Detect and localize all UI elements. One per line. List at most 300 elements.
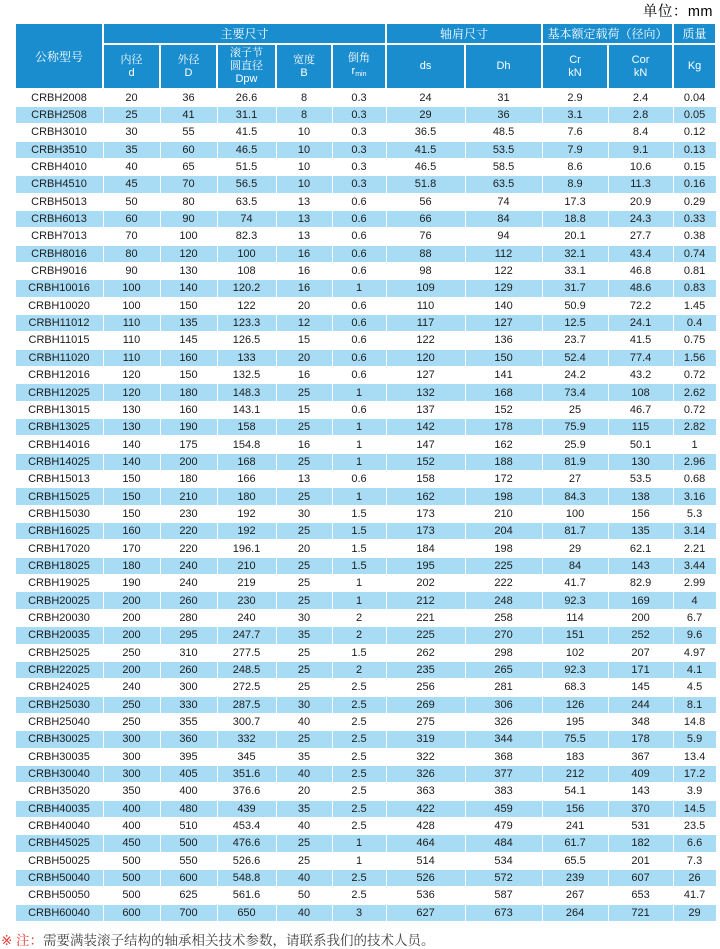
cell-value: 143: [608, 783, 673, 800]
table-row: [15, 627, 716, 644]
cell-value: 1: [332, 852, 386, 869]
cell-value: 306: [465, 696, 542, 713]
cell-value: 6.6: [673, 835, 716, 852]
cell-value: 267: [542, 887, 608, 904]
cell-value: 92.3: [542, 661, 608, 678]
cell-value: 345: [217, 748, 276, 765]
cell-value: 0.05: [673, 106, 716, 123]
cell-value: 2.5: [332, 800, 386, 817]
cell-value: 607: [608, 869, 673, 886]
cell-value: 84.3: [542, 488, 608, 505]
cell-value: 2.5: [332, 713, 386, 730]
cell-value: 117: [386, 314, 465, 331]
cell-value: 50: [103, 193, 160, 210]
cell-value: 10: [276, 176, 332, 193]
cell-value: 18.8: [542, 210, 608, 227]
cell-value: 0.6: [332, 471, 386, 488]
cell-model: CRBH13015: [15, 401, 103, 418]
cell-value: 210: [217, 557, 276, 574]
cell-value: 0.04: [673, 89, 716, 106]
table-row: [15, 783, 716, 800]
cell-value: 395: [160, 748, 217, 765]
table-row: [15, 401, 716, 418]
cell-value: 152: [386, 453, 465, 470]
cell-model: CRBH5013: [15, 193, 103, 210]
cell-value: 453.4: [217, 817, 276, 834]
cell-value: 20.1: [542, 228, 608, 245]
cell-value: 40: [276, 869, 332, 886]
cell-value: 252: [608, 627, 673, 644]
cor-unit: kN: [633, 66, 648, 79]
cell-value: 250: [103, 644, 160, 661]
cell-value: 122: [465, 262, 542, 279]
cell-value: 192: [217, 523, 276, 540]
cr-unit: kN: [568, 66, 582, 79]
cell-value: 108: [217, 262, 276, 279]
cell-value: 5.3: [673, 505, 716, 522]
cell-value: 20.9: [608, 193, 673, 210]
cell-value: 25: [276, 592, 332, 609]
cell-value: 127: [465, 314, 542, 331]
cell-value: 60: [160, 141, 217, 158]
cell-value: 0.3: [332, 106, 386, 123]
cell-value: 1: [332, 592, 386, 609]
cell-value: 29: [542, 540, 608, 557]
header-group-row: [15, 23, 716, 44]
cell-value: 17.3: [542, 193, 608, 210]
cell-value: 368: [465, 748, 542, 765]
cell-model: CRBH3510: [15, 141, 103, 158]
cell-value: 4.1: [673, 661, 716, 678]
cell-value: 73.4: [542, 384, 608, 401]
cell-value: 8.4: [608, 124, 673, 141]
cell-model: CRBH19025: [15, 575, 103, 592]
cor-symbol: Cor: [631, 53, 650, 66]
cell-model: CRBH10016: [15, 280, 103, 297]
cell-value: 120: [103, 384, 160, 401]
cell-value: 74: [465, 193, 542, 210]
cell-value: 46.8: [608, 262, 673, 279]
cell-value: 2.5: [332, 679, 386, 696]
cell-value: 40: [276, 904, 332, 921]
cell-value: 46.5: [217, 141, 276, 158]
cell-value: 84: [465, 210, 542, 227]
cell-value: 35: [276, 627, 332, 644]
cell-value: 20: [276, 297, 332, 314]
cell-model: CRBH7013: [15, 228, 103, 245]
cell-value: 0.6: [332, 349, 386, 366]
cell-model: CRBH20025: [15, 592, 103, 609]
cell-value: 56: [386, 193, 465, 210]
cell-value: 36: [160, 89, 217, 106]
cell-value: 0.6: [332, 332, 386, 349]
cell-value: 23.7: [542, 332, 608, 349]
table-row: [15, 713, 716, 730]
cell-value: 25: [542, 401, 608, 418]
cell-value: 0.72: [673, 401, 716, 418]
cell-model: CRBH25030: [15, 696, 103, 713]
cell-value: 1.5: [332, 505, 386, 522]
cell-value: 0.3: [332, 124, 386, 141]
table-row: [15, 262, 716, 279]
cell-value: 480: [160, 800, 217, 817]
cell-value: 212: [542, 765, 608, 782]
outer-symbol: D: [184, 66, 193, 79]
cell-value: 180: [217, 488, 276, 505]
cell-model: CRBH3010: [15, 124, 103, 141]
cell-value: 250: [103, 713, 160, 730]
cell-value: 1: [332, 436, 386, 453]
cell-model: CRBH15013: [15, 471, 103, 488]
cell-value: 25: [276, 419, 332, 436]
cell-value: 1: [332, 453, 386, 470]
cell-value: 270: [465, 627, 542, 644]
cell-value: 30: [276, 505, 332, 522]
cell-value: 326: [386, 765, 465, 782]
cell-value: 260: [160, 592, 217, 609]
cell-value: 130: [608, 453, 673, 470]
cell-value: 600: [160, 869, 217, 886]
table-row: [15, 314, 716, 331]
cell-value: 80: [160, 193, 217, 210]
bore-symbol: d: [128, 66, 135, 79]
pitch-label-line2: 圆直径: [230, 60, 263, 72]
cell-value: 94: [465, 228, 542, 245]
cell-value: 145: [608, 679, 673, 696]
cell-value: 8.9: [542, 176, 608, 193]
header-model: 公称型号: [15, 23, 103, 89]
cell-value: 225: [465, 557, 542, 574]
cell-value: 0.3: [332, 89, 386, 106]
table-row: [15, 800, 716, 817]
cell-value: 0.81: [673, 262, 716, 279]
cell-value: 20: [276, 540, 332, 557]
cell-value: 26: [673, 869, 716, 886]
cell-value: 154.8: [217, 436, 276, 453]
cell-value: 221: [386, 609, 465, 626]
cell-value: 152: [465, 401, 542, 418]
cell-value: 183: [542, 748, 608, 765]
cell-value: 130: [103, 401, 160, 418]
cell-value: 25: [276, 557, 332, 574]
cell-value: 6.7: [673, 609, 716, 626]
cell-value: 100: [103, 280, 160, 297]
cell-value: 300: [160, 679, 217, 696]
cell-value: 587: [465, 887, 542, 904]
cell-value: 326: [465, 713, 542, 730]
cell-value: 127: [386, 367, 465, 384]
cell-value: 219: [217, 575, 276, 592]
cell-value: 88: [386, 245, 465, 262]
cell-value: 355: [160, 713, 217, 730]
cell-value: 531: [608, 817, 673, 834]
cell-value: 180: [160, 384, 217, 401]
cell-value: 17.2: [673, 765, 716, 782]
cell-model: CRBH30035: [15, 748, 103, 765]
table-row: [15, 436, 716, 453]
cell-value: 383: [465, 783, 542, 800]
cell-value: 272.5: [217, 679, 276, 696]
cell-value: 500: [103, 887, 160, 904]
cell-model: CRBH9016: [15, 262, 103, 279]
cell-value: 120.2: [217, 280, 276, 297]
cell-value: 0.12: [673, 124, 716, 141]
header-sub-row: [15, 44, 716, 89]
cell-value: 90: [103, 262, 160, 279]
cell-value: 135: [160, 314, 217, 331]
cell-value: 14.8: [673, 713, 716, 730]
cell-value: 130: [160, 262, 217, 279]
cell-value: 2.5: [332, 817, 386, 834]
cell-value: 25: [276, 661, 332, 678]
cell-value: 98: [386, 262, 465, 279]
cell-value: 250: [103, 696, 160, 713]
cell-value: 13.4: [673, 748, 716, 765]
cell-value: 45: [103, 176, 160, 193]
cell-value: 459: [465, 800, 542, 817]
cell-value: 9.6: [673, 627, 716, 644]
cell-value: 122: [386, 332, 465, 349]
cell-value: 160: [160, 349, 217, 366]
cell-value: 13: [276, 193, 332, 210]
cell-value: 8: [276, 106, 332, 123]
pitch-symbol: Dpw: [235, 73, 258, 85]
cell-model: CRBH12025: [15, 384, 103, 401]
cell-value: 168: [465, 384, 542, 401]
cell-model: CRBH22025: [15, 661, 103, 678]
cell-value: 115: [608, 419, 673, 436]
cell-value: 84: [542, 557, 608, 574]
cell-value: 2.5: [332, 731, 386, 748]
cell-value: 53.5: [608, 471, 673, 488]
cell-value: 405: [160, 765, 217, 782]
cell-value: 133: [217, 349, 276, 366]
cell-value: 162: [386, 488, 465, 505]
cell-value: 41: [160, 106, 217, 123]
cell-value: 100: [217, 245, 276, 262]
cell-value: 240: [217, 609, 276, 626]
cell-model: CRBH40040: [15, 817, 103, 834]
cell-value: 54.1: [542, 783, 608, 800]
cell-value: 2: [332, 609, 386, 626]
footnote-text: 需要满装滚子结构的轴承相关技术参数，请联系我们的技术人员。: [43, 933, 435, 948]
cell-value: 132.5: [217, 367, 276, 384]
cell-value: 721: [608, 904, 673, 921]
cell-value: 572: [465, 869, 542, 886]
cell-value: 400: [160, 783, 217, 800]
cell-value: 240: [160, 575, 217, 592]
cell-value: 16: [276, 245, 332, 262]
cell-value: 230: [160, 505, 217, 522]
cell-value: 80: [103, 245, 160, 262]
cell-value: 11.3: [608, 176, 673, 193]
cell-value: 25: [276, 644, 332, 661]
header-chamfer: [332, 44, 386, 89]
cell-model: CRBH20035: [15, 627, 103, 644]
cell-value: 25: [276, 488, 332, 505]
header-shoulder-dims: 轴肩尺寸: [386, 23, 542, 44]
table-row: [15, 245, 716, 262]
cell-value: 210: [465, 505, 542, 522]
table-row: [15, 176, 716, 193]
table-row: [15, 609, 716, 626]
cell-value: 2: [332, 661, 386, 678]
cell-value: 300: [103, 765, 160, 782]
cell-model: CRBH12016: [15, 367, 103, 384]
cell-value: 2.8: [608, 106, 673, 123]
cell-value: 7.6: [542, 124, 608, 141]
cell-model: CRBH25040: [15, 713, 103, 730]
cell-value: 258: [465, 609, 542, 626]
cell-value: 20: [276, 783, 332, 800]
chamfer-symbol: r: [351, 65, 356, 77]
table-row: [15, 210, 716, 227]
cell-value: 130: [103, 419, 160, 436]
cell-value: 200: [103, 661, 160, 678]
cell-value: 41.5: [217, 124, 276, 141]
cell-value: 100: [160, 228, 217, 245]
cell-value: 129: [465, 280, 542, 297]
cell-value: 52.4: [542, 349, 608, 366]
cell-value: 36.5: [386, 124, 465, 141]
cell-value: 5.9: [673, 731, 716, 748]
cell-value: 0.6: [332, 228, 386, 245]
table-row: [15, 453, 716, 470]
bearing-spec-table: [14, 22, 717, 922]
cell-value: 40: [103, 158, 160, 175]
cell-value: 265: [465, 661, 542, 678]
cell-value: 135: [608, 523, 673, 540]
cell-value: 650: [217, 904, 276, 921]
cell-value: 1.5: [332, 557, 386, 574]
cell-value: 150: [465, 349, 542, 366]
cell-value: 75.9: [542, 419, 608, 436]
header-width: [276, 44, 332, 89]
cell-value: 108: [608, 384, 673, 401]
cell-value: 2.5: [332, 887, 386, 904]
unit-label: 单位：mm: [642, 4, 713, 20]
cell-value: 24.3: [608, 210, 673, 227]
cell-value: 178: [608, 731, 673, 748]
cell-model: CRBH18025: [15, 557, 103, 574]
cell-value: 550: [160, 852, 217, 869]
cell-model: CRBH16025: [15, 523, 103, 540]
cell-value: 16: [276, 367, 332, 384]
cell-value: 2.5: [332, 696, 386, 713]
table-header: [15, 23, 716, 89]
cell-value: 140: [465, 297, 542, 314]
cell-value: 182: [608, 835, 673, 852]
table-row: [15, 89, 716, 106]
cell-value: 2.82: [673, 419, 716, 436]
cell-model: CRBH60040: [15, 904, 103, 921]
cell-value: 109: [386, 280, 465, 297]
cell-value: 9.1: [608, 141, 673, 158]
cell-model: CRBH11020: [15, 349, 103, 366]
cell-value: 240: [103, 679, 160, 696]
cell-model: CRBH6013: [15, 210, 103, 227]
cell-value: 2.62: [673, 384, 716, 401]
cell-value: 46.5: [386, 158, 465, 175]
pitch-label-line1: 滚子节: [230, 47, 263, 59]
cell-value: 35: [103, 141, 160, 158]
cell-value: 3.14: [673, 523, 716, 540]
cell-value: 200: [103, 609, 160, 626]
table-row: [15, 575, 716, 592]
cell-value: 10.6: [608, 158, 673, 175]
cell-value: 3: [332, 904, 386, 921]
header-ds: ds: [386, 44, 465, 89]
cell-value: 48.5: [465, 124, 542, 141]
cell-value: 35: [276, 748, 332, 765]
cell-value: 12.5: [542, 314, 608, 331]
cell-value: 195: [386, 557, 465, 574]
cell-value: 29: [673, 904, 716, 921]
cell-value: 160: [160, 401, 217, 418]
outer-label: 外径: [177, 53, 200, 66]
table-row: [15, 106, 716, 123]
cell-value: 247.7: [217, 627, 276, 644]
cell-value: 428: [386, 817, 465, 834]
cell-value: 170: [103, 540, 160, 557]
header-cr: [542, 44, 608, 89]
cell-value: 3.1: [542, 106, 608, 123]
cell-value: 2.5: [332, 748, 386, 765]
cell-value: 27.7: [608, 228, 673, 245]
cell-value: 198: [465, 540, 542, 557]
cell-value: 168: [217, 453, 276, 470]
cell-value: 55: [160, 124, 217, 141]
header-mass: 质量: [673, 23, 716, 44]
cell-model: CRBH13025: [15, 419, 103, 436]
cell-value: 171: [608, 661, 673, 678]
cell-value: 120: [160, 245, 217, 262]
header-pitch-diameter: [217, 44, 276, 89]
cell-value: 0.6: [332, 210, 386, 227]
cell-value: 244: [608, 696, 673, 713]
cell-value: 0.6: [332, 245, 386, 262]
cell-value: 220: [160, 540, 217, 557]
cell-value: 0.75: [673, 332, 716, 349]
cell-value: 25: [276, 523, 332, 540]
cell-value: 41.5: [608, 332, 673, 349]
cell-value: 3.44: [673, 557, 716, 574]
cell-value: 158: [386, 471, 465, 488]
cell-model: CRBH45025: [15, 835, 103, 852]
cell-value: 627: [386, 904, 465, 921]
cell-value: 500: [103, 869, 160, 886]
cell-value: 63.5: [217, 193, 276, 210]
cell-value: 102: [542, 644, 608, 661]
cell-value: 173: [386, 523, 465, 540]
cell-value: 500: [160, 835, 217, 852]
cell-value: 148.3: [217, 384, 276, 401]
cell-value: 310: [160, 644, 217, 661]
cell-value: 3.9: [673, 783, 716, 800]
cell-value: 15: [276, 332, 332, 349]
cell-value: 200: [103, 592, 160, 609]
cell-value: 262: [386, 644, 465, 661]
table-row: [15, 731, 716, 748]
table-row: [15, 488, 716, 505]
cell-value: 7.3: [673, 852, 716, 869]
cell-value: 1: [332, 488, 386, 505]
cell-value: 110: [386, 297, 465, 314]
cell-value: 25: [276, 575, 332, 592]
cell-value: 0.4: [673, 314, 716, 331]
cell-value: 82.9: [608, 575, 673, 592]
header-bore-diameter: [103, 44, 160, 89]
